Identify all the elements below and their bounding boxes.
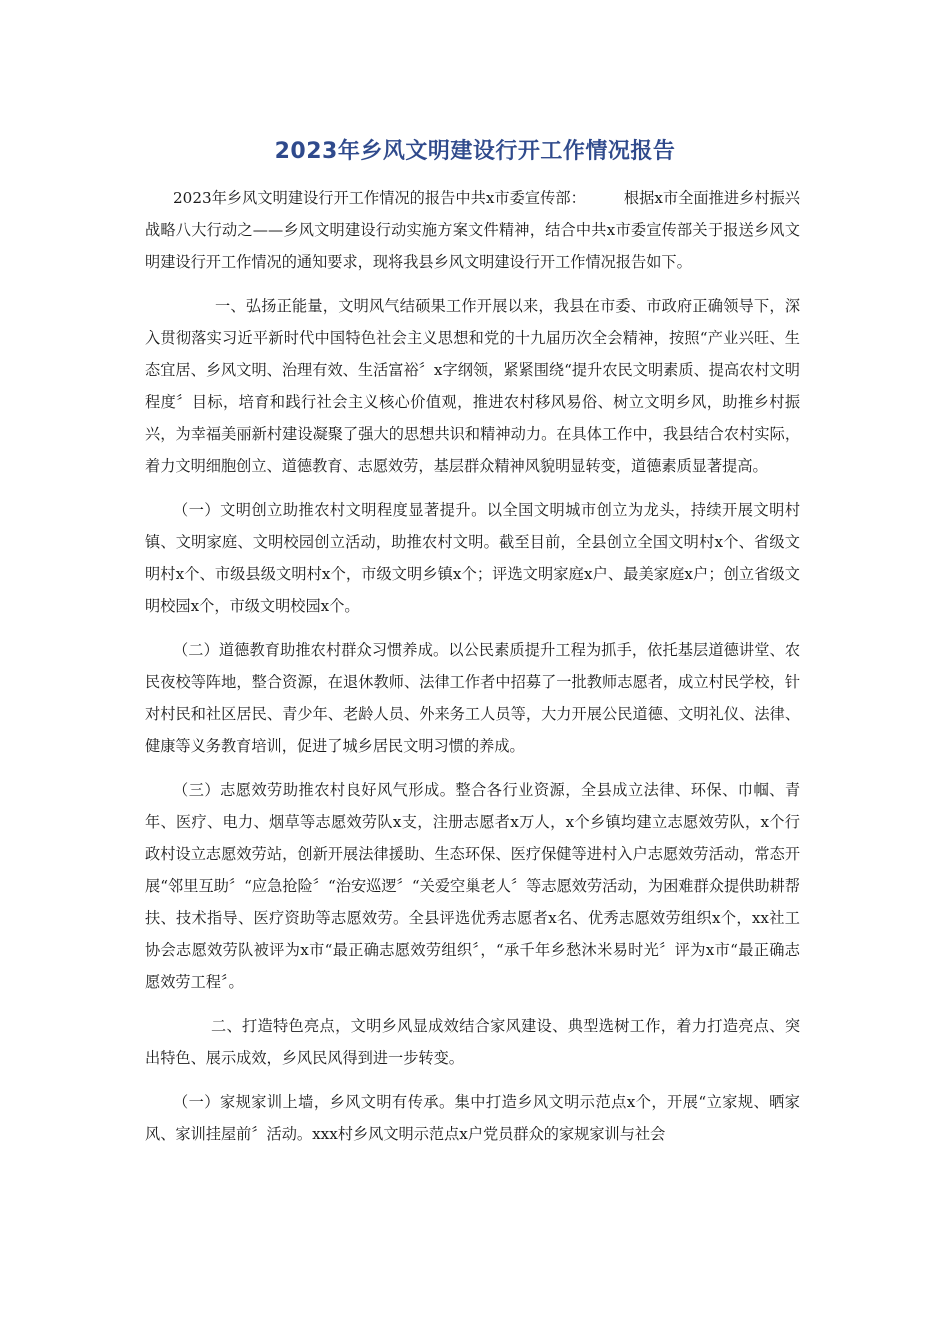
intro-paragraph: 2023年乡风文明建设行开工作情况的报告中共x市委宣传部： 根据x市全面推进乡村振兴战略八大行动之——乡风文明建设行动实施方案文件精神，结合中共x市委宣传部关于报送乡风文明建设行开工作情况的通知要求，现将我县乡风文明建设行开工作情况报告如下。 xyxy=(145,189,800,271)
document-body xyxy=(145,182,800,1150)
subsection-1-2-paragraph: （二）道德教育助推农村群众习惯养成。以公民素质提升工程为抓手，依托基层道德讲堂、农民夜校等阵地，整合资源，在退休教师、法律工作者中招募了一批教师志愿者，成立村民学校，针对村民和社区居民、青少年、老龄人员、外来务工人员等，大力开展公民道德、文明礼仪、法律、健康等义务教育培训，促进了城乡居民文明习惯的养成。 xyxy=(145,641,800,755)
section-1-paragraph: 一、弘扬正能量，文明风气结硕果工作开展以来，我县在市委、市政府正确领导下，深入贯彻落实习近平新时代中国特色社会主义思想和党的十九届历次全会精神，按照“产业兴旺、生态宜居、乡风文明、治理有效、生活富裕〞x字纲领，紧紧围绕“提升农民文明素质、提高农村文明程度〞目标，培育和践行社会主义核心价值观，推进农村移风易俗、树立文明乡风，助推乡村振兴，为幸福美丽新村建设凝聚了强大的思想共识和精神动力。在具体工作中，我县结合农村实际，着力文明细胞创立、道德教育、志愿效劳，基层群众精神风貌明显转变，道德素质显著提高。 xyxy=(145,297,800,475)
subsection-1-3-paragraph: （三）志愿效劳助推农村良好风气形成。整合各行业资源，全县成立法律、环保、巾帼、青年、医疗、电力、烟草等志愿效劳队x支，注册志愿者x万人，x个乡镇均建立志愿效劳队，x个行政村设立志愿效劳站，创新开展法律援助、生态环保、医疗保健等进村入户志愿效劳活动，常态开展“邻里互助〞“应急抢险〞“治安巡逻〞“关爱空巢老人〞等志愿效劳活动，为困难群众提供助耕帮扶、技术指导、医疗资助等志愿效劳。全县评选优秀志愿者x名、优秀志愿效劳组织x个，xx社工协会志愿效劳队被评为x市“最正确志愿效劳组织〞，“承千年乡愁沐米易时光〞评为x市“最正确志愿效劳工程〞。 xyxy=(145,781,800,991)
subsection-2-1-paragraph: （一）家规家训上墙，乡风文明有传承。集中打造乡风文明示范点x个，开展“立家规、晒家风、家训挂屋前〞活动。xxx村乡风文明示范点x户党员群众的家规家训与社会 xyxy=(145,1093,800,1143)
section-2-paragraph: 二、打造特色亮点，文明乡风显成效结合家风建设、典型选树工作，着力打造亮点、突出特色、展示成效，乡风民风得到进一步转变。 xyxy=(145,1017,800,1067)
document-title: 2023年乡风文明建设行开工作情况报告 xyxy=(274,139,676,164)
subsection-1-1-paragraph: （一）文明创立助推农村文明程度显著提升。以全国文明城市创立为龙头，持续开展文明村镇、文明家庭、文明校园创立活动，助推农村文明。截至目前，全县创立全国文明村x个、省级文明村x个、市级县级文明村x个，市级文明乡镇x个；评选文明家庭x户、最美家庭x户；创立省级文明校园x个，市级文明校园x个。 xyxy=(145,501,800,615)
